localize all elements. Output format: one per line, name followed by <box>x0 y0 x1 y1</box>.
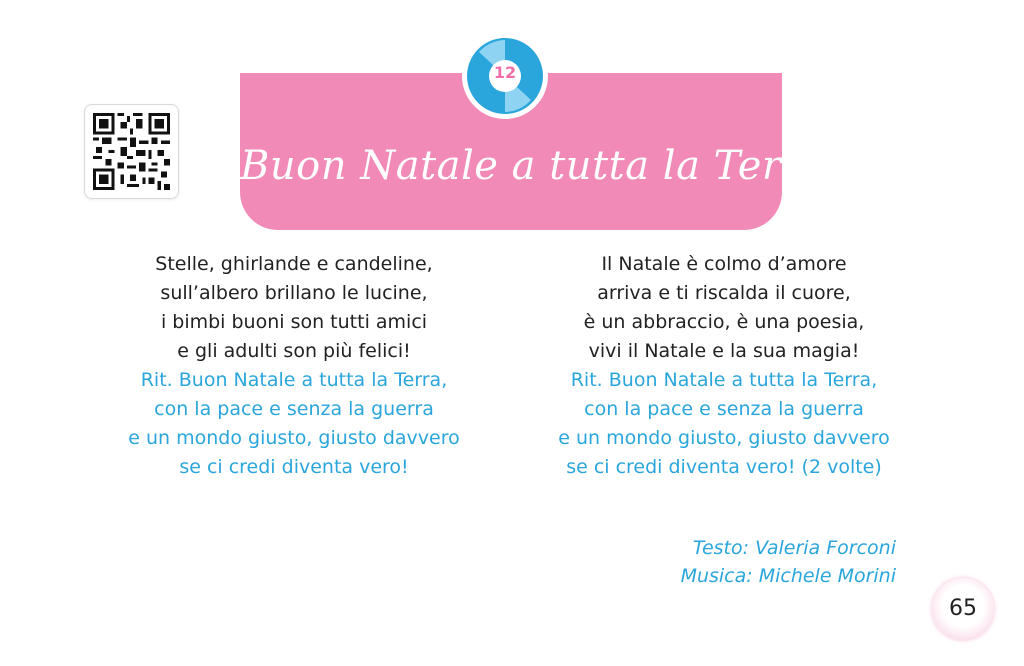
verse-line: arriva e ti riscalda il cuore, <box>597 282 851 304</box>
verse-line: e gli adulti son più felici! <box>177 340 411 362</box>
chorus-line: se ci credi diventa vero! <box>179 456 409 478</box>
verse-left <box>105 250 483 366</box>
chorus-left <box>105 366 483 482</box>
left-column <box>105 250 483 482</box>
track-number: 12 <box>493 63 517 82</box>
verse-line: sull’albero brillano le lucine, <box>160 282 428 304</box>
chorus-line: con la pace e senza la guerra <box>584 398 864 420</box>
lyrics-credit: Testo: Valeria Forconi <box>692 537 896 559</box>
verse-line: i bimbi buoni son tutti amici <box>160 311 428 333</box>
chorus-line: con la pace e senza la guerra <box>154 398 434 420</box>
chorus-line: Rit. Buon Natale a tutta la Terra, <box>140 369 448 391</box>
chorus-right <box>535 366 913 482</box>
song-title: Buon Natale a tutta la Terra <box>240 143 826 189</box>
verse-line: Il Natale è colmo d’amore <box>601 253 847 275</box>
chorus-line: Rit. Buon Natale a tutta la Terra, <box>570 369 878 391</box>
chorus-line: e un mondo giusto, giusto davvero <box>558 427 890 449</box>
qr-code-icon <box>93 113 170 190</box>
chorus-line: e un mondo giusto, giusto davvero <box>128 427 460 449</box>
verse-line: Stelle, ghirlande e candeline, <box>155 253 433 275</box>
qr-code[interactable] <box>84 104 179 199</box>
credits <box>681 534 896 590</box>
verse-line: è un abbraccio, è una poesia, <box>583 311 865 333</box>
verse-right <box>535 250 913 366</box>
right-column <box>535 250 913 482</box>
music-credit: Musica: Michele Morini <box>680 565 896 587</box>
chorus-line: se ci credi diventa vero! (2 volte) <box>566 456 882 478</box>
verse-line: vivi il Natale e la sua magia! <box>588 340 860 362</box>
page-number: 65 <box>932 578 994 640</box>
track-badge[interactable] <box>461 32 549 120</box>
